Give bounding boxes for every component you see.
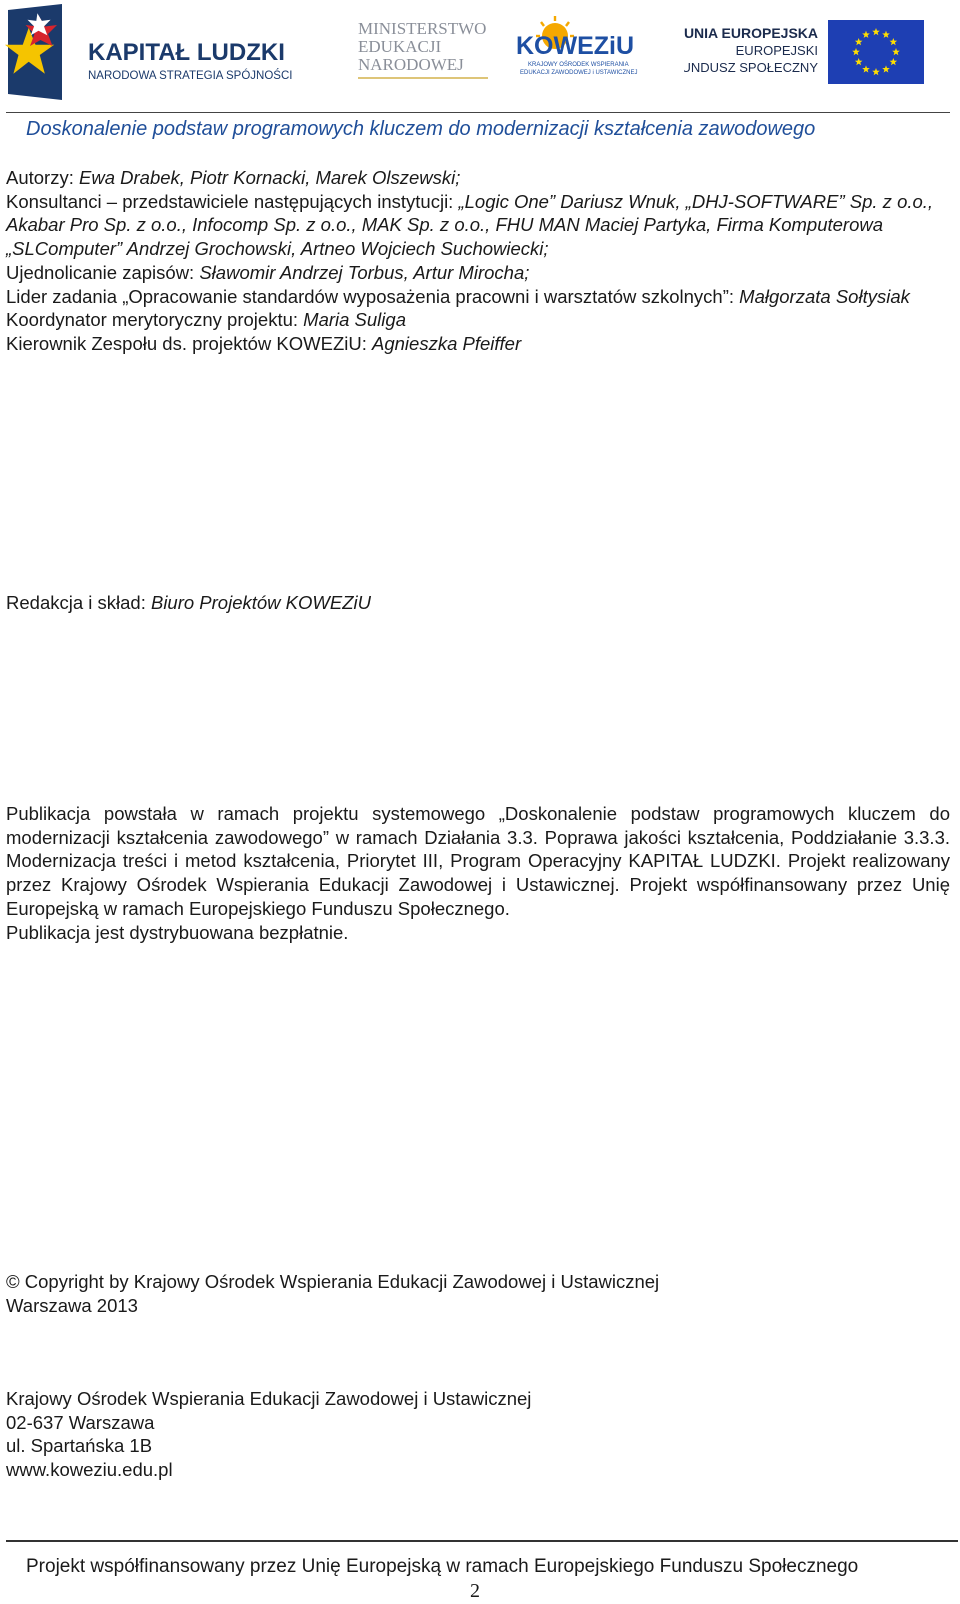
manager-line xyxy=(6,332,950,356)
unia-europejska-emblem xyxy=(684,18,928,88)
publication-section xyxy=(6,802,950,944)
editorial-line xyxy=(6,591,950,615)
unia-europejska-logo xyxy=(684,18,928,88)
consultants-label: Konsultanci – przedstawiciele następujących instytucji: xyxy=(6,190,459,212)
leader-line xyxy=(6,285,950,309)
document-subtitle: Doskonalenie podstaw programowych kluczem do modernizacji kształcenia zawodowego xyxy=(26,118,816,140)
copyright-line: © Copyright by Krajowy Ośrodek Wspierania Edukacji Zawodowej i Ustawicznej xyxy=(6,1271,660,1292)
kapital-ludzki-logo xyxy=(4,4,304,104)
kapital-ludzki-title: KAPITAŁ LUDZKI xyxy=(88,39,285,66)
leader-label: Lider zadania „Opracowanie standardów wyposażenia pracowni i warsztatów szkolnych”: xyxy=(6,285,740,307)
koweziu-line2: EDUKACJI ZAWODOWEJ i USTAWICZNEJ xyxy=(520,70,638,76)
consultants-line xyxy=(6,190,950,261)
logo-bar xyxy=(0,0,960,108)
publication-free-note: Publikacja jest dystrybuowana bezpłatnie. xyxy=(6,921,349,943)
header-divider xyxy=(6,112,950,113)
coordinator-value: Maria Suliga xyxy=(303,309,406,331)
authors-line xyxy=(6,166,950,190)
editorial-label: Redakcja i skład: xyxy=(6,592,151,613)
unia-line1: UNIA EUROPEJSKA xyxy=(684,25,818,41)
koweziu-line1: KRAJOWY OŚRODEK WSPIERANIA xyxy=(528,62,629,68)
address-name: Krajowy Ośrodek Wspierania Edukacji Zawodowej i Ustawicznej xyxy=(6,1388,532,1409)
ministerstwo-line2: EDUKACJI xyxy=(358,37,442,56)
footer-text: Projekt współfinansowany przez Unię Europejską w ramach Europejskiego Funduszu Społecznego xyxy=(26,1556,859,1577)
footer-divider xyxy=(6,1540,958,1542)
koweziu-emblem xyxy=(514,16,638,82)
unia-line3: FUNDUSZ SPOŁECZNY xyxy=(684,60,818,75)
kapital-ludzki-subtitle: NARODOWA STRATEGIA SPÓJNOŚCI xyxy=(88,70,293,82)
coordinator-label: Koordynator merytoryczny projektu: xyxy=(6,309,304,331)
consultants-value: „Logic One” Dariusz Wnuk, „DHJ-SOFTWARE” Sp. z o.o., Akabar Pro Sp. z o.o., Infocomp Sp. z o.o., MAK Sp. z o.o., FHU MAN Maciej Partyka, Firma Komputerowa „SLComputer” Andrzej Grochowski, Artneo Wojciech Suchowiecki; xyxy=(6,190,934,260)
authors-value: Ewa Drabek, Piotr Kornacki, Marek Olszewski; xyxy=(79,167,461,188)
unia-line2: EUROPEJSKI xyxy=(735,43,818,58)
copyright-section xyxy=(6,1270,950,1317)
ministerstwo-logo xyxy=(356,16,496,86)
publication-paragraph: Publikacja powstała w ramach projektu systemowego „Doskonalenie podstaw programowych kluczem do modernizacji kształcenia zawodowego” w ramach Działania 3.3. Poprawa jakości kształcenia, Poddziałanie 3.3.3. Modernizacja treści i metod kształcenia, Priorytet III, Program Operacyjny KAPITAŁ LUDZKI. Projekt realizowany przez Krajowy Ośrodek Wspierania Edukacji Zawodowej i Ustawicznej. Projekt współfinansowany przez Unię Europejską w ramach Europejskiego Funduszu Społecznego. xyxy=(6,803,950,919)
credits-section xyxy=(6,166,950,356)
manager-value: Agnieszka Pfeiffer xyxy=(372,332,522,354)
unification-line xyxy=(6,261,950,285)
ministerstwo-line1: MINISTERSTWO xyxy=(358,19,487,38)
unification-label: Ujednolicanie zapisów: xyxy=(6,261,200,283)
ministerstwo-emblem xyxy=(356,16,496,86)
kapital-ludzki-emblem xyxy=(4,4,304,104)
page-number: 2 xyxy=(470,1580,480,1602)
coordinator-line xyxy=(6,308,950,332)
manager-label: Kierownik Zespołu ds. projektów KOWEZiU: xyxy=(6,332,373,354)
copyright-year: Warszawa 2013 xyxy=(6,1294,138,1316)
ministerstwo-line3: NARODOWEJ xyxy=(358,55,464,74)
authors-label: Autorzy: xyxy=(6,167,79,188)
address-website[interactable]: www.koweziu.edu.pl xyxy=(6,1459,173,1481)
editorial-value: Biuro Projektów KOWEZiU xyxy=(150,592,371,613)
unification-value: Sławomir Andrzej Torbus, Artur Mirocha; xyxy=(199,261,530,283)
address-street: ul. Spartańska 1B xyxy=(6,1435,153,1457)
koweziu-title: KOWEZiU xyxy=(516,32,635,60)
editorial-section xyxy=(6,591,950,615)
koweziu-logo xyxy=(514,16,638,82)
address-section xyxy=(6,1387,950,1482)
leader-value: Małgorzata Sołtysiak xyxy=(739,285,910,307)
address-postal: 02-637 Warszawa xyxy=(6,1411,155,1433)
